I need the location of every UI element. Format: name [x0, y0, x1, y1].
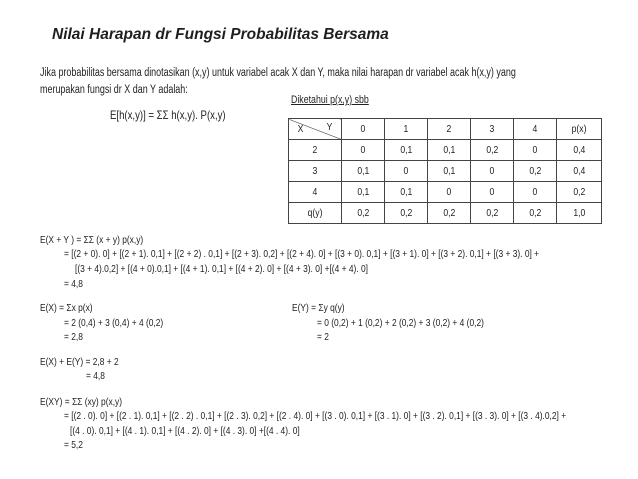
slide-title: Nilai Harapan dr Fungsi Probabilitas Bersama [52, 26, 389, 43]
table-corner-cell [289, 119, 342, 140]
ey-line-1: E(Y) = Σy q(y) [292, 302, 345, 314]
table-cell: 0,2 [514, 203, 557, 224]
header-cell: 2 [428, 119, 471, 140]
table-row [289, 140, 602, 161]
table-cell: 0 [471, 161, 514, 182]
table-cell: 0,2 [514, 161, 557, 182]
exy-sum-line-4: = 4,8 [64, 278, 83, 290]
header-cell: 4 [514, 119, 557, 140]
ex-plus-ey-line-2: = 4,8 [86, 370, 105, 382]
table-cell: 0,1 [385, 182, 428, 203]
table-cell: 0 [385, 161, 428, 182]
exy-sum-line-3: [(3 + 4).0,2] + [(4 + 0).0,1] + [(4 + 1). 0,1] + [(4 + 2). 0] + [(4 + 3). 0] +[(4 + 4). 0] [75, 263, 368, 275]
table-cell: 0,2 [471, 203, 514, 224]
table-caption: Diketahui p(x,y) sbb [291, 94, 369, 106]
table-cell: 1,0 [557, 203, 602, 224]
table-cell: 0,1 [342, 182, 385, 203]
exy-prod-line-1: E(XY) = ΣΣ (xy) p(x,y) [40, 396, 123, 408]
row-label: q(y) [289, 203, 342, 224]
table-cell: 0 [514, 182, 557, 203]
table-cell: 0,1 [428, 161, 471, 182]
table-cell: 0,2 [428, 203, 471, 224]
ey-line-3: = 2 [317, 331, 329, 343]
table-cell: 0 [514, 140, 557, 161]
table-row [289, 182, 602, 203]
ex-plus-ey-line-1: E(X) + E(Y) = 2,8 + 2 [40, 356, 119, 368]
intro-line-1: Jika probabilitas bersama dinotasikan (x,y) untuk variabel acak X dan Y, maka nilai harapan dr variabel acak h(x,y) yang [40, 67, 516, 79]
row-label: 4 [289, 182, 342, 203]
exy-prod-line-4: = 5,2 [64, 439, 83, 451]
exy-prod-line-2: = [(2 . 0). 0] + [(2 . 1). 0,1] + [(2 . 2) . 0,1] + [(2 . 3). 0,2] + [(2 . 4). 0] + [(3 . 0). 0,1] + [(3 . 1). 0] + [(3 . 2). 0,1] + [(3 . 3). 0] + [(3 . 4).0,2] + [64, 410, 567, 422]
exy-sum-line-1: E(X + Y ) = ΣΣ (x + y) p(x,y) [40, 234, 144, 246]
table-cell: 0 [428, 182, 471, 203]
corner-x-label: X [297, 123, 304, 135]
table-cell: 0,2 [557, 182, 602, 203]
table-cell: 0,2 [385, 203, 428, 224]
table-cell: 0,1 [385, 140, 428, 161]
table-cell: 0 [342, 140, 385, 161]
ex-line-1: E(X) = Σx p(x) [40, 302, 93, 314]
table-cell: 0,1 [342, 161, 385, 182]
header-cell: 3 [471, 119, 514, 140]
table-cell: 0,1 [428, 140, 471, 161]
header-cell: p(x) [557, 119, 602, 140]
exy-prod-line-3: [(4 . 0). 0,1] + [(4 . 1). 0,1] + [(4 . 2). 0] + [(4 . 3). 0] +[(4 . 4). 0] [70, 425, 300, 437]
ex-line-3: = 2,8 [64, 331, 83, 343]
joint-probability-table [288, 118, 602, 224]
table-row [289, 161, 602, 182]
table-cell: 0,4 [557, 140, 602, 161]
exy-sum-line-2: = [(2 + 0). 0] + [(2 + 1). 0,1] + [(2 + 2) . 0,1] + [(2 + 3). 0,2] + [(2 + 4). 0] + [(3 + 0). 0,1] + [(3 + 1). 0] + [(3 + 2). 0,1] + [(3 + 3). 0] + [64, 248, 540, 260]
header-cell: 1 [385, 119, 428, 140]
ex-line-2: = 2 (0,4) + 3 (0,4) + 4 (0,2) [64, 317, 164, 329]
header-cell: 0 [342, 119, 385, 140]
row-label: 2 [289, 140, 342, 161]
table-cell: 0,2 [342, 203, 385, 224]
corner-y-label: Y [326, 121, 333, 133]
table-header-row [289, 119, 602, 140]
table-cell: 0,2 [471, 140, 514, 161]
ey-line-2: = 0 (0,2) + 1 (0,2) + 2 (0,2) + 3 (0,2) + 4 (0,2) [317, 317, 484, 329]
expectation-formula: E[h(x,y)] = ΣΣ h(x,y). P(x,y) [110, 108, 226, 122]
table-cell: 0,4 [557, 161, 602, 182]
table-cell: 0 [471, 182, 514, 203]
table-row [289, 203, 602, 224]
intro-line-2: merupakan fungsi dr X dan Y adalah: [40, 84, 188, 96]
row-label: 3 [289, 161, 342, 182]
